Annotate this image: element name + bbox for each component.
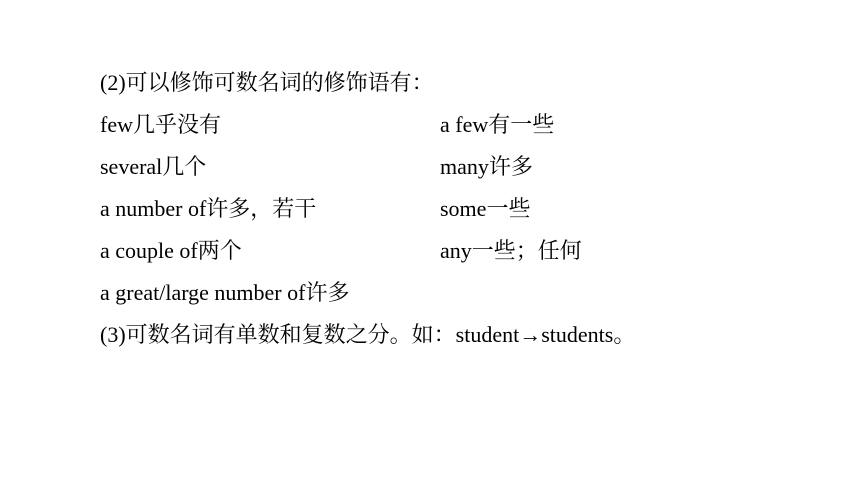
- modifier-a-few: a few有一些: [440, 112, 555, 137]
- modifier-some: some一些: [440, 196, 531, 221]
- modifier-a-number-of: a number of许多，若干: [100, 196, 317, 221]
- modifier-a-great-number-of: a great/large number of许多: [100, 280, 350, 305]
- heading-singular-plural: (3)可数名词有单数和复数之分。如：student→students。: [100, 322, 636, 347]
- modifier-many: many许多: [440, 154, 533, 179]
- modifier-a-couple-of: a couple of两个: [100, 238, 242, 263]
- heading-modifiers: (2)可以修饰可数名词的修饰语有：: [100, 70, 434, 95]
- modifier-few: few几乎没有: [100, 112, 221, 137]
- modifier-several: several几个: [100, 154, 207, 179]
- modifier-any: any一些；任何: [440, 238, 582, 263]
